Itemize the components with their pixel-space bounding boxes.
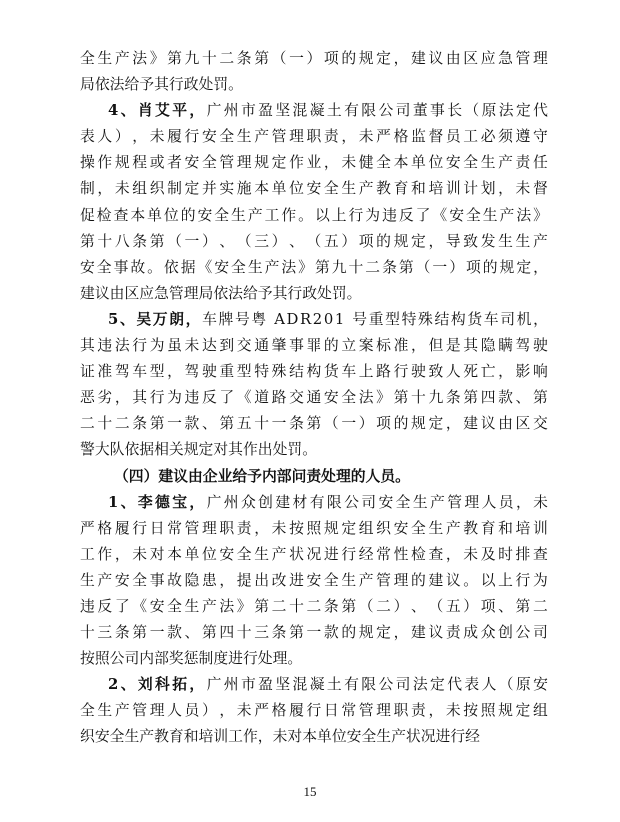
text-line: 恶 劣 ， 其 行 为 违 反 了 《 道 路 交 通 安 全 法 》 第 十 九 条 第 四 款 、 第 — [80, 389, 548, 407]
text-line: 警 大 队 依 据 相 关 规 定 对 其 作 出 处 罚 。 — [80, 441, 317, 459]
text-line: 二 十 二 条 第 一 款 、 第 五 十 一 条 第 （ 一 ） 项 的 规 定 ， 建 议 由 区 交 — [80, 415, 548, 433]
text-line: 2 、 刘 科 拓 ， 广 州 市 盈 坚 混 凝 土 有 限 公 司 法 定 代 表 人 （ 原 安 — [108, 676, 548, 694]
text-line: 全 生 产 法 》 第 九 十 二 条 第 （ 一 ） 项 的 规 定 ， 建 议 由 区 应 急 管 理 — [80, 50, 548, 67]
text-line: 证 准 驾 车 型 ， 驾 驶 重 型 特 殊 结 构 货 车 上 路 行 驶 致 人 死 亡 ， 影 响 — [80, 363, 548, 381]
text-line: 第 十 八 条 第 （ 一 ） 、 （ 三 ） 、 （ 五 ） 项 的 规 定 ， 导 致 发 生 生 产 — [80, 232, 548, 250]
text-line: 局 依 法 给 予 其 行 政 处 罚 。 — [80, 76, 243, 94]
text-line: 安 全 事 故 。 依 据 《 安 全 生 产 法 》 第 九 十 二 条 第 （ 一 ） 项 的 规 定 ， — [80, 258, 548, 276]
text-line: 4 、 肖 艾 平 ， 广 州 市 盈 坚 混 凝 土 有 限 公 司 董 事 长 （ 原 法 定 代 — [108, 102, 548, 120]
document-body — [80, 46, 548, 751]
text-line: 1 、 李 德 宝 ， 广 州 众 创 建 材 有 限 公 司 安 全 生 产 管 理 人 员 ， 未 — [108, 493, 548, 511]
text-line: 表 人 ） ， 未 履 行 安 全 生 产 管 理 职 责 ， 未 严 格 监 督 员 工 必 须 遵 守 — [80, 128, 548, 146]
text-line: 织 安 全 生 产 教 育 和 培 训 工 作 ， 未 对 本 单 位 安 全 生 产 状 况 进 行 经 — [80, 728, 480, 746]
section-heading: （四）建议由企业给予内部问责处理的人员。 — [114, 467, 410, 485]
text-line: 5 、 吴 万 朗 ， 车 牌 号 粤 A D R 2 0 1 号 重 型 特 殊 结 构 货 车 司 机 ， — [108, 310, 548, 328]
text-line: 促 检 查 本 单 位 的 安 全 生 产 工 作 。 以 上 行 为 违 反 了 《 安 全 生 产 法 》 — [80, 206, 548, 224]
text-line: 十 三 条 第 一 款 、 第 四 十 三 条 第 一 款 的 规 定 ， 建 议 责 成 众 创 公 司 — [80, 624, 548, 642]
page-number: 15 — [303, 784, 317, 799]
text-line: 按 照 公 司 内 部 奖 惩 制 度 进 行 处 理 。 — [80, 650, 303, 668]
text-line: 违 反 了 《 安 全 生 产 法 》 第 二 十 二 条 第 （ 二 ） 、 （ 五 ） 项 、 第 二 — [80, 597, 548, 615]
text-line: 生 产 安 全 事 故 隐 患 ， 提 出 改 进 安 全 生 产 管 理 的 建 议 。 以 上 行 为 — [80, 571, 548, 589]
text-line: 制 ， 未 组 织 制 定 并 实 施 本 单 位 安 全 生 产 教 育 和 培 训 计 划 ， 未 督 — [80, 180, 548, 198]
text-line: 全 生 产 管 理 人 员 ） ， 未 严 格 履 行 日 常 管 理 职 责 ， 未 按 照 规 定 组 — [80, 702, 548, 720]
text-line: 工 作 ， 未 对 本 单 位 安 全 生 产 状 况 进 行 经 常 性 检 查 ， 未 及 时 排 查 — [80, 545, 548, 563]
text-line: 建 议 由 区 应 急 管 理 局 依 法 给 予 其 行 政 处 罚 。 — [80, 284, 362, 302]
text-line: 严 格 履 行 日 常 管 理 职 责 ， 未 按 照 规 定 组 织 安 全 生 产 教 育 和 培 训 — [80, 519, 548, 537]
text-line: 其 违 法 行 为 虽 未 达 到 交 通 肇 事 罪 的 立 案 标 准 ， 但 是 其 隐 瞒 驾 驶 — [80, 337, 548, 355]
text-line: 操 作 规 程 或 者 安 全 管 理 规 定 作 业 ， 未 健 全 本 单 位 安 全 生 产 责 任 — [80, 154, 548, 172]
